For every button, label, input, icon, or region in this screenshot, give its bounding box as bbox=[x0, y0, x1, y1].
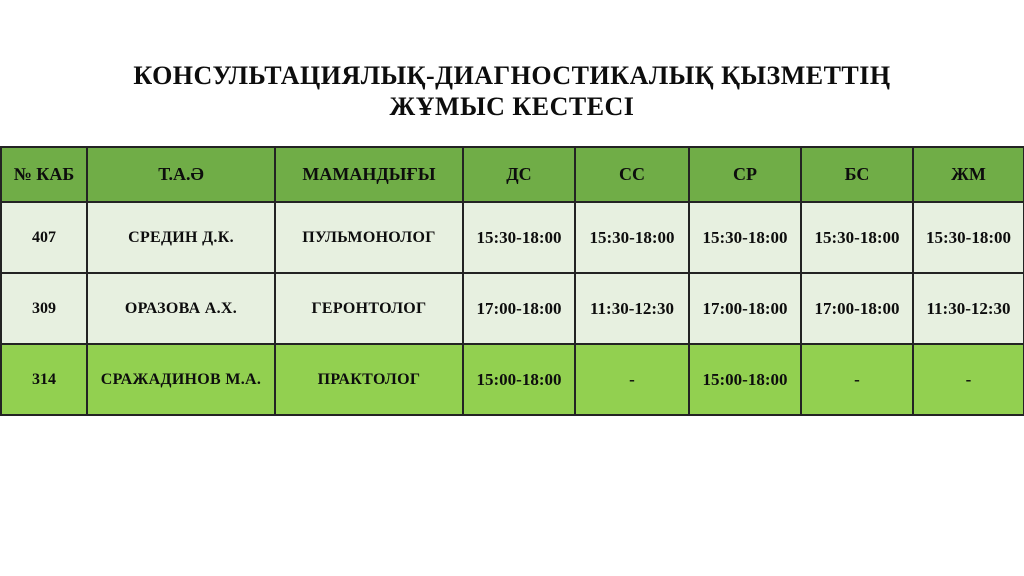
header-cell-thu: БС bbox=[801, 147, 913, 202]
schedule-table bbox=[0, 146, 1024, 416]
header-cell-specialty: МАМАНДЫҒЫ bbox=[275, 147, 463, 202]
cell-room: 309 bbox=[1, 273, 87, 344]
cell-specialty: ПРАКТОЛОГ bbox=[275, 344, 463, 415]
cell-time-mon: 15:00-18:00 bbox=[463, 344, 575, 415]
header-cell-mon: ДС bbox=[463, 147, 575, 202]
cell-time-mon: 15:30-18:00 bbox=[463, 202, 575, 273]
cell-time-thu: 15:30-18:00 bbox=[801, 202, 913, 273]
cell-time-fri: 11:30-12:30 bbox=[913, 273, 1024, 344]
header-cell-tue: СС bbox=[575, 147, 689, 202]
cell-name: СРАЖАДИНОВ М.А. bbox=[87, 344, 275, 415]
cell-specialty: ПУЛЬМОНОЛОГ bbox=[275, 202, 463, 273]
cell-time-mon: 17:00-18:00 bbox=[463, 273, 575, 344]
cell-time-thu: - bbox=[801, 344, 913, 415]
cell-specialty: ГЕРОНТОЛОГ bbox=[275, 273, 463, 344]
page-title-line-1: КОНСУЛЬТАЦИЯЛЫҚ-ДИАГНОСТИКАЛЫҚ ҚЫЗМЕТТІҢ bbox=[133, 61, 891, 90]
cell-time-fri: 15:30-18:00 bbox=[913, 202, 1024, 273]
cell-time-wed: 15:30-18:00 bbox=[689, 202, 801, 273]
cell-room: 407 bbox=[1, 202, 87, 273]
header-cell-wed: СР bbox=[689, 147, 801, 202]
cell-time-tue: 15:30-18:00 bbox=[575, 202, 689, 273]
table-row bbox=[1, 273, 1024, 344]
cell-time-wed: 17:00-18:00 bbox=[689, 273, 801, 344]
cell-room: 314 bbox=[1, 344, 87, 415]
header-cell-fri: ЖМ bbox=[913, 147, 1024, 202]
cell-name: ОРАЗОВА А.Х. bbox=[87, 273, 275, 344]
page-title-line-2: ЖҰМЫС КЕСТЕСІ bbox=[389, 92, 635, 121]
page-title bbox=[0, 60, 1024, 122]
cell-time-fri: - bbox=[913, 344, 1024, 415]
cell-time-tue: 11:30-12:30 bbox=[575, 273, 689, 344]
cell-time-tue: - bbox=[575, 344, 689, 415]
table-row bbox=[1, 344, 1024, 415]
header-row bbox=[1, 147, 1024, 202]
table-row bbox=[1, 202, 1024, 273]
header-cell-name: Т.А.Ә bbox=[87, 147, 275, 202]
header-cell-room: № КАБ bbox=[1, 147, 87, 202]
cell-name: СРЕДИН Д.К. bbox=[87, 202, 275, 273]
cell-time-wed: 15:00-18:00 bbox=[689, 344, 801, 415]
cell-time-thu: 17:00-18:00 bbox=[801, 273, 913, 344]
